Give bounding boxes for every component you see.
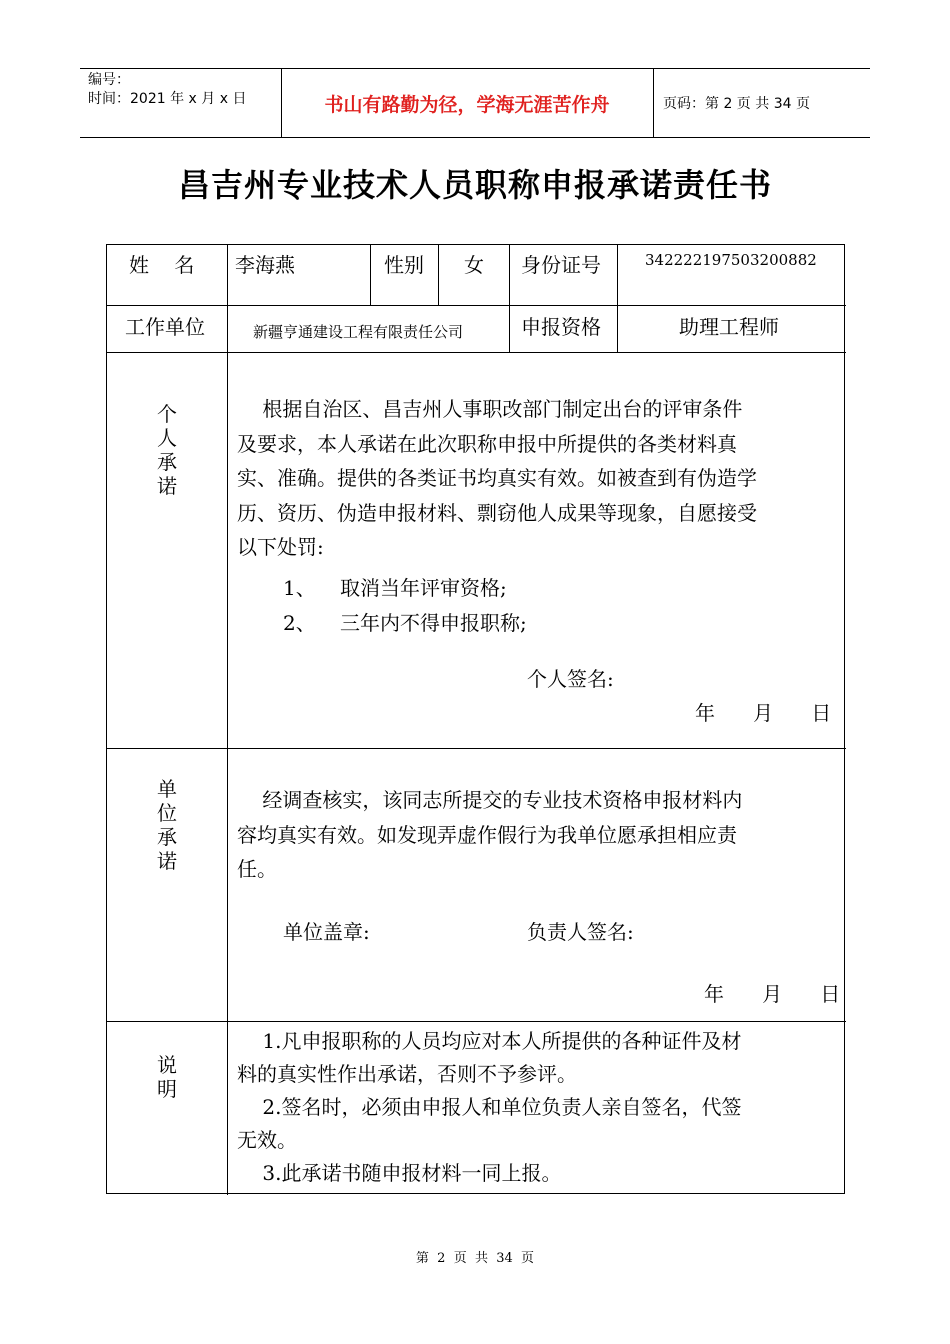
- leader-signature-label: 负责人签名:: [527, 920, 634, 944]
- employer-label: 工作单位: [125, 315, 205, 339]
- penalty-item-number: 2、: [283, 611, 316, 635]
- gender-value: 女: [464, 253, 484, 277]
- page-footer: 第 2 页 共 34 页: [415, 1251, 535, 1266]
- header-divider: [653, 69, 654, 137]
- personal-commitment-text: 根据自治区、昌吉州人事职改部门制定出台的评审条件 及要求，本人承诺在此次职称申报中所提供的各类材料真 实、准确。提供的各类证书均真实有效。如被查到有伪造学 历、资历、伪造申报材料、剽窃他人成果等现象，自愿接受 以下处罚:: [237, 397, 757, 559]
- employer-value: 新疆亨通建设工程有限责任公司: [253, 323, 464, 341]
- document-title: 昌吉州专业技术人员职称申报承诺责任书: [177, 166, 772, 204]
- personal-commitment-label: 个 人 承 诺: [157, 402, 177, 498]
- col-divider: [227, 245, 228, 1195]
- name-label: 姓 名: [129, 253, 195, 277]
- page-info: 页码：第 2 页 共 34 页: [663, 96, 810, 112]
- id-label: 身份证号: [521, 253, 601, 277]
- col-divider: [438, 245, 439, 305]
- unit-date-label: 年 月 日: [704, 982, 841, 1006]
- notes-label: 说 明: [157, 1053, 177, 1101]
- id-value: 342222197503200882: [645, 251, 817, 269]
- qualification-value: 助理工程师: [679, 315, 779, 339]
- code-label: 编号：: [88, 72, 130, 88]
- penalty-item-text: 取消当年评审资格;: [340, 576, 507, 600]
- penalty-item-number: 1、: [283, 576, 316, 600]
- unit-commitment-label: 单 位 承 诺: [157, 777, 177, 873]
- name-value: 李海燕: [235, 253, 295, 277]
- gender-label: 性别: [384, 253, 424, 277]
- row-divider: [107, 1021, 846, 1022]
- unit-commitment-text: 经调查核实，该同志所提交的专业技术资格申报材料内 容均真实有效。如发现弄虚作假行为我单位愿承担相应责 任。: [237, 788, 743, 881]
- unit-seal-label: 单位盖章:: [283, 920, 370, 944]
- row-divider: [107, 748, 846, 749]
- personal-signature-label: 个人签名:: [527, 667, 614, 691]
- row-divider: [107, 352, 846, 353]
- header-motto: 书山有路勤为径，学海无涯苦作舟: [324, 93, 610, 116]
- row-divider: [107, 305, 846, 306]
- notes-text: 1.凡申报职称的人员均应对本人所提供的各种证件及材 料的真实性作出承诺，否则不予参评。 2.签名时，必须由申报人和单位负责人亲自签名，代签 无效。 3.此承诺书随申报材料一同上报。: [237, 1029, 742, 1185]
- commitment-form: [106, 244, 845, 1194]
- col-divider: [509, 245, 510, 352]
- penalty-item-text: 三年内不得申报职称;: [340, 611, 527, 635]
- qualification-label: 申报资格: [521, 315, 601, 339]
- header-left: [88, 71, 246, 109]
- personal-date-label: 年 月 日: [695, 701, 832, 725]
- page-header: [80, 68, 870, 138]
- col-divider: [617, 245, 618, 352]
- time-label: 时间：2021 年 x 月 x 日: [88, 91, 247, 107]
- col-divider: [370, 245, 371, 305]
